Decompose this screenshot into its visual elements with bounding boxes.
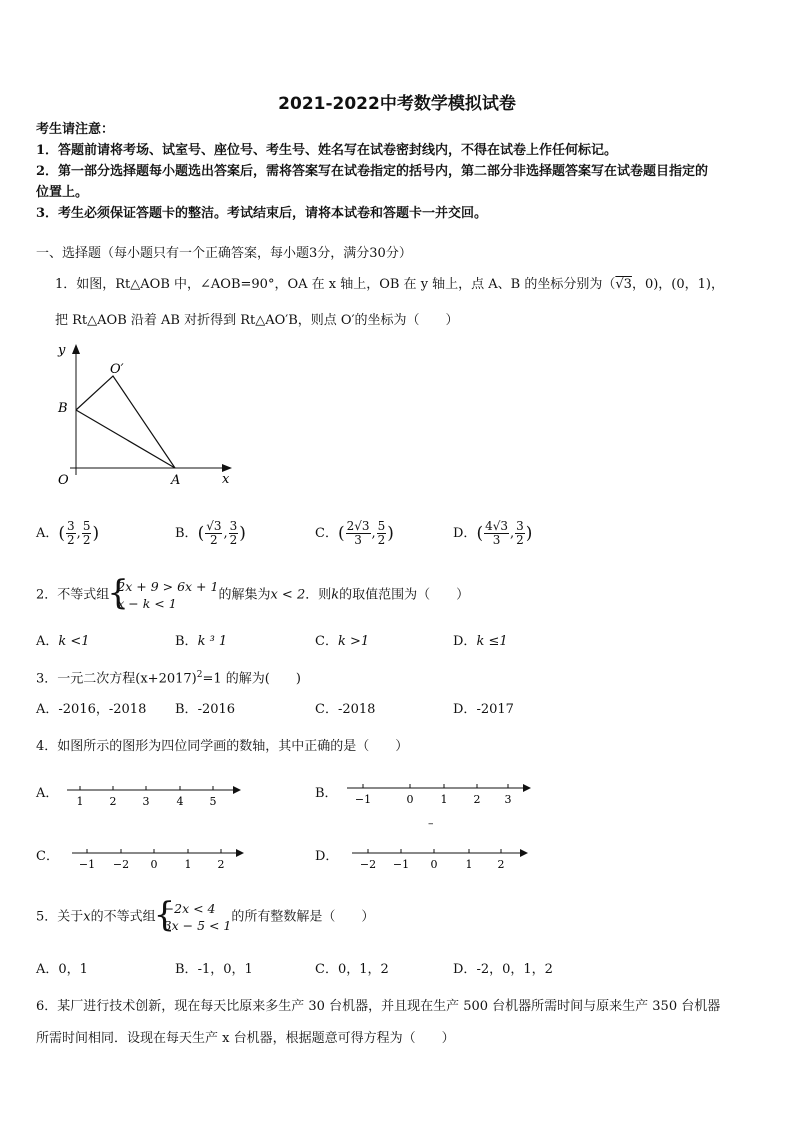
q4-number-line-b bbox=[345, 778, 535, 808]
q2-option-a[interactable]: A．k <1 bbox=[36, 634, 90, 649]
q5-option-d[interactable]: D．-2，0，1，2 bbox=[453, 962, 553, 977]
q4-number-line-d bbox=[350, 843, 535, 873]
q4-option-b-label[interactable]: B． bbox=[315, 786, 338, 801]
q4-option-a-label[interactable]: A． bbox=[36, 786, 59, 801]
section-heading: 一、选择题（每小题只有一个正确答案，每小题3分，满分30分） bbox=[36, 246, 412, 261]
frac: $\frac{3}{2}$ bbox=[229, 519, 238, 547]
notice-heading: 考生请注意： bbox=[36, 122, 115, 137]
q4-number-line-a bbox=[65, 780, 245, 810]
option-label: B． bbox=[175, 526, 198, 541]
frac: $\frac{5}{2}$ bbox=[377, 519, 386, 547]
tick-label: −1 bbox=[392, 858, 410, 871]
tick-label: −1 bbox=[354, 793, 372, 806]
tick-label: 0 bbox=[150, 858, 158, 871]
option-label: C． bbox=[315, 526, 338, 541]
notice-item-3: 3．考生必须保证答题卡的整洁。考试结束后，请将本试卷和答题卡一并交回。 bbox=[36, 206, 488, 221]
frac: $\frac{4√3}{3}$ bbox=[485, 519, 508, 547]
page-title: 2021-2022中考数学模拟试卷 bbox=[278, 94, 516, 114]
q3-option-d[interactable]: D．-2017 bbox=[453, 702, 514, 717]
tick-label: 3 bbox=[504, 793, 512, 806]
q1-option-d[interactable]: D．( $\frac{4√3}{3}$ , $\frac{3}{2}$ ) bbox=[453, 519, 533, 547]
q5-system: { −2x < 4 3x − 5 < 1 bbox=[156, 900, 232, 934]
q6-text-line1: 6．某厂进行技术创新，现在每天比原来多生产 30 台机器，并且现在生产 500 台机器所需时间与原来生产 350 台机器 bbox=[36, 999, 721, 1014]
notice-item-2-cont: 位置上。 bbox=[36, 185, 89, 200]
q1-text-b: ，0)，(0，1)， bbox=[631, 277, 724, 292]
tick-label: 3 bbox=[142, 795, 150, 808]
q5-text: 5．关于x的不等式组 { −2x < 4 3x − 5 < 1 的所有整数解是（ ） bbox=[36, 900, 374, 934]
q2-text bbox=[36, 578, 469, 612]
q3-option-a[interactable]: A．-2016，-2018 bbox=[36, 702, 147, 717]
tick-label: 2 bbox=[217, 858, 225, 871]
tick-label: 1 bbox=[184, 858, 192, 871]
q2-option-c[interactable]: C．k >1 bbox=[315, 634, 370, 649]
frac: $\frac{3}{2}$ bbox=[516, 519, 524, 547]
tick-label: 4 bbox=[176, 795, 184, 808]
notice-item-2: 2．第一部分选择题每小题选出答案后，需将答案写在试卷指定的括号内，第二部分非选择题答案写在试卷题目指定的 bbox=[36, 164, 709, 179]
q2-suffix-a: 的解集为 bbox=[218, 587, 271, 603]
q1-sqrt3: √3 bbox=[615, 277, 632, 292]
q5-option-a[interactable]: A．0，1 bbox=[36, 962, 88, 977]
q1-text-line2: 把 Rt△AOB 沿着 AB 对折得到 Rt△AO′B，则点 O′的坐标为（ ） bbox=[55, 313, 459, 328]
tick-label: −1 bbox=[78, 858, 96, 871]
stray-mark: – bbox=[428, 817, 434, 830]
y-label: y bbox=[58, 343, 66, 358]
q1-text-line1 bbox=[55, 276, 724, 294]
q2-cond: x < 2 bbox=[270, 587, 306, 603]
x-axis-arrow bbox=[222, 464, 232, 472]
tick-label: 0 bbox=[406, 793, 414, 806]
o-prime-label: O′ bbox=[110, 362, 124, 377]
q4-option-c-label[interactable]: C． bbox=[36, 849, 59, 864]
q2-suffix-b: ．则 bbox=[305, 587, 332, 603]
tick-label: 1 bbox=[440, 793, 448, 806]
q1-figure bbox=[50, 340, 240, 490]
q4-text: 4．如图所示的图形为四位同学画的数轴，其中正确的是（ ） bbox=[36, 739, 409, 754]
frac: $\frac{√3}{2}$ bbox=[206, 519, 222, 547]
tick-label: 2 bbox=[473, 793, 481, 806]
tick-label: 2 bbox=[109, 795, 117, 808]
option-label: D． bbox=[453, 526, 477, 541]
q1-option-a[interactable]: A．( $\frac{3}{2}$ , $\frac{5}{2}$ ) bbox=[36, 519, 100, 547]
y-axis-arrow bbox=[72, 344, 80, 354]
q2-system: { 2x + 9 > 6x + 1 x − k < 1 bbox=[109, 578, 218, 612]
q3-text: 3．一元二次方程$(x+2017)^2=1$ 的解为( ) bbox=[36, 670, 301, 687]
option-label: A． bbox=[36, 526, 59, 541]
q5-option-c[interactable]: C．0，1，2 bbox=[315, 962, 389, 977]
segment-ab bbox=[76, 410, 175, 468]
tick-label: −2 bbox=[359, 858, 377, 871]
q3-option-c[interactable]: C．-2018 bbox=[315, 702, 376, 717]
tick-label: 1 bbox=[76, 795, 84, 808]
tick-label: 0 bbox=[430, 858, 438, 871]
x-label: x bbox=[222, 472, 230, 487]
q5-option-b[interactable]: B．-1，0，1 bbox=[175, 962, 253, 977]
q4-number-line-c bbox=[70, 843, 250, 873]
o-label: O bbox=[58, 473, 69, 488]
q1-text-a: 1．如图，Rt△AOB 中，∠AOB=90°，OA 在 x 轴上，OB 在 y 轴上，点 A、B 的坐标分别为（ bbox=[55, 277, 616, 292]
notice-item-1: 1．答题前请将考场、试室号、座位号、考生号、姓名写在试卷密封线内，不得在试卷上作任何标记。 bbox=[36, 143, 618, 158]
q2-option-b[interactable]: B．k ³ 1 bbox=[175, 634, 228, 649]
q6-text-line2: 所需时间相同．设现在每天生产 x 台机器，根据题意可得方程为（ ） bbox=[36, 1031, 455, 1046]
q1-option-b[interactable]: B．( $\frac{√3}{2}$ , $\frac{3}{2}$ ) bbox=[175, 519, 246, 547]
q3-option-b[interactable]: B．-2016 bbox=[175, 702, 236, 717]
frac: $\frac{3}{2}$ bbox=[67, 519, 75, 547]
q2-prefix: 2．不等式组 bbox=[36, 587, 110, 603]
q2-suffix-c: 的取值范围为（ ） bbox=[339, 587, 470, 603]
tick-label: 2 bbox=[497, 858, 505, 871]
q2-k: k bbox=[331, 587, 340, 603]
frac: $\frac{2√3}{3}$ bbox=[346, 519, 370, 547]
frac: $\frac{5}{2}$ bbox=[82, 519, 91, 547]
tick-label: 1 bbox=[465, 858, 473, 871]
q2-option-d[interactable]: D．k ≤1 bbox=[453, 634, 508, 649]
b-label: B bbox=[58, 401, 68, 416]
q4-option-d-label[interactable]: D． bbox=[315, 849, 339, 864]
q1-option-c[interactable]: C．( $\frac{2√3}{3}$ , $\frac{5}{2}$ ) bbox=[315, 519, 394, 547]
a-label: A bbox=[171, 473, 181, 488]
tick-label: −2 bbox=[112, 858, 130, 871]
tick-label: 5 bbox=[209, 795, 217, 808]
segment-bo-prime-a bbox=[76, 376, 175, 468]
